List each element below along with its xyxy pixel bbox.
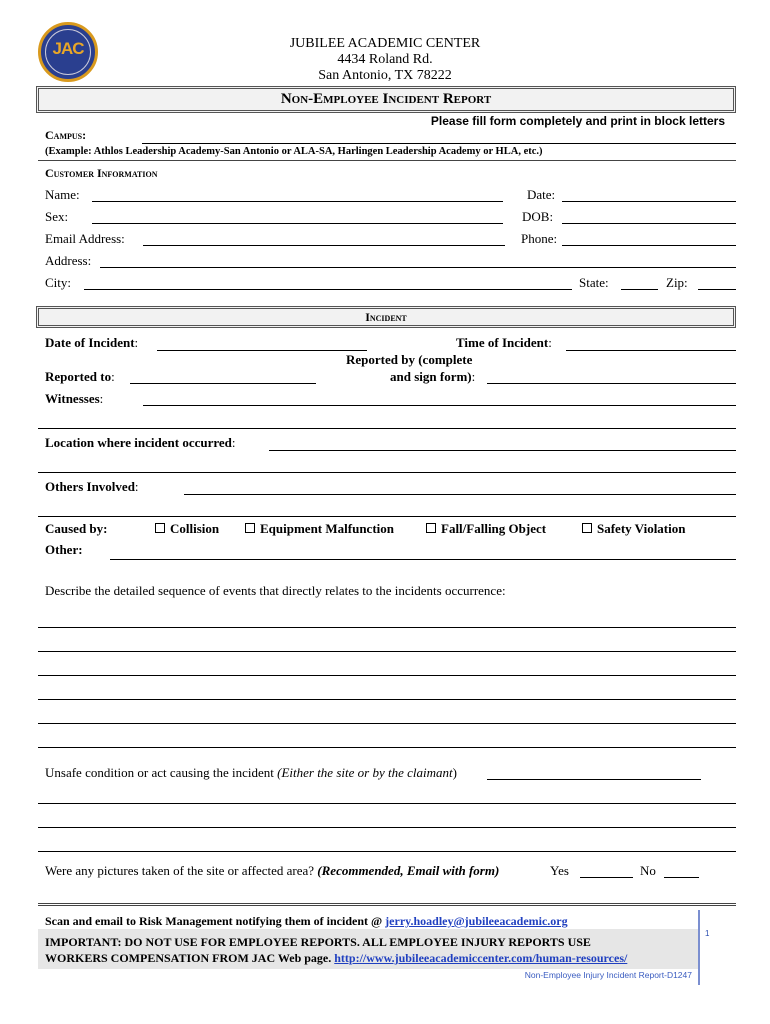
email-label: Email Address: (45, 231, 125, 246)
phone-label: Phone: (521, 231, 558, 246)
sex-field[interactable] (92, 223, 503, 224)
describe-label: Describe the detailed sequence of events that directly relates to the incidents occurrence: (45, 583, 506, 598)
important-notice: IMPORTANT: DO NOT USE FOR EMPLOYEE REPORTS. ALL EMPLOYEE INJURY REPORTS USE WORKERS COMPENSATION FROM JAC Web page. http://www.jubileeacademiccenter.com/human-resources/ (45, 935, 628, 965)
address-line-2: San Antonio, TX 78222 (318, 68, 452, 83)
reported-by-field[interactable] (487, 383, 736, 384)
date-of-incident-label: Date of Incident: (45, 335, 139, 350)
page-marker-bar (698, 910, 700, 985)
email-field[interactable] (143, 245, 505, 246)
risk-email-link[interactable]: jerry.hoadley@jubileeacademic.org (385, 914, 568, 928)
phone-field[interactable] (562, 245, 736, 246)
sex-label: Sex: (45, 209, 69, 224)
location-field-1[interactable] (269, 450, 736, 451)
incident-heading: Incident (365, 310, 407, 324)
footer-rule (38, 903, 736, 906)
describe-line-5[interactable] (38, 723, 736, 724)
other-label: Other: (45, 542, 83, 557)
pictures-label: Were any pictures taken of the site or affected area? (Recommended, Email with form) (45, 863, 500, 878)
witnesses-field-1[interactable] (143, 405, 736, 406)
option-safety-violation[interactable]: Safety Violation (582, 521, 685, 537)
state-label: State: (579, 275, 609, 290)
form-id: Non-Employee Injury Incident Report-D1247 (524, 970, 692, 980)
page-number: 1 (705, 929, 710, 938)
reported-by-label-1: Reported by (complete (346, 352, 473, 367)
campus-field[interactable] (142, 143, 736, 144)
describe-line-2[interactable] (38, 651, 736, 652)
city-field[interactable] (84, 289, 572, 290)
option-fall-falling-object[interactable]: Fall/Falling Object (426, 521, 546, 537)
others-involved-label: Others Involved: (45, 479, 139, 494)
option-equipment-malfunction[interactable]: Equipment Malfunction (245, 521, 394, 537)
reported-to-field[interactable] (130, 383, 316, 384)
no-field[interactable] (664, 877, 699, 878)
witnesses-field-2[interactable] (38, 428, 736, 429)
describe-line-3[interactable] (38, 675, 736, 676)
state-field[interactable] (621, 289, 658, 290)
unsafe-field[interactable] (487, 779, 701, 780)
logo-text: JAC (52, 39, 84, 58)
unsafe-line-4[interactable] (38, 851, 736, 852)
describe-line-6[interactable] (38, 747, 736, 748)
checkbox-icon[interactable] (245, 523, 255, 533)
checkbox-icon[interactable] (155, 523, 165, 533)
name-field[interactable] (92, 201, 503, 202)
address-line-1: 4434 Roland Rd. (337, 52, 433, 67)
reported-to-label: Reported to: (45, 369, 115, 384)
yes-field[interactable] (580, 877, 633, 878)
date-of-incident-field[interactable] (157, 350, 367, 351)
campus-example: (Example: Athlos Leadership Academy-San Antonio or ALA-SA, Harlingen Leadership Academy or HLA, etc.) (45, 146, 543, 157)
no-label: No (640, 863, 656, 878)
checkbox-icon[interactable] (426, 523, 436, 533)
describe-line-4[interactable] (38, 699, 736, 700)
unsafe-line-3[interactable] (38, 827, 736, 828)
describe-line-1[interactable] (38, 627, 736, 628)
option-collision[interactable]: Collision (155, 521, 219, 537)
location-field-2[interactable] (38, 472, 736, 473)
title-box (36, 86, 736, 113)
dob-label: DOB: (522, 209, 554, 224)
witnesses-label: Witnesses: (45, 391, 104, 406)
caused-by-label: Caused by: (45, 521, 108, 536)
dob-field[interactable] (562, 223, 736, 224)
instruction-text: Please fill form completely and print in block letters (430, 114, 725, 128)
other-field[interactable] (110, 559, 736, 560)
others-involved-field-2[interactable] (38, 516, 736, 517)
checkbox-icon[interactable] (582, 523, 592, 533)
location-label: Location where incident occurred: (45, 435, 236, 450)
reported-by-label-2: and sign form): (390, 369, 476, 384)
yes-label: Yes (550, 863, 569, 878)
customer-info-heading: Customer Information (45, 166, 158, 180)
date-field[interactable] (562, 201, 736, 202)
hr-page-link[interactable]: http://www.jubileeacademiccenter.com/human-resources/ (334, 951, 628, 965)
org-name: JUBILEE ACADEMIC CENTER (289, 36, 481, 51)
time-of-incident-label: Time of Incident: (456, 335, 552, 350)
unsafe-label: Unsafe condition or act causing the incident (Either the site or by the claimant) (45, 765, 457, 780)
scan-instruction: Scan and email to Risk Management notifying them of incident @ jerry.hoadley@jubileeacademic.org (45, 914, 568, 928)
zip-field[interactable] (698, 289, 736, 290)
address-label: Address: (45, 253, 92, 268)
header-block (0, 36, 770, 84)
divider (38, 160, 736, 161)
address-field[interactable] (100, 267, 736, 268)
page-title: Non-Employee Incident Report (280, 91, 492, 107)
incident-heading-box (36, 306, 736, 328)
time-of-incident-field[interactable] (566, 350, 736, 351)
zip-label: Zip: (666, 275, 688, 290)
city-label: City: (45, 275, 72, 290)
campus-label: Campus: (45, 128, 87, 142)
date-label: Date: (527, 187, 556, 202)
name-label: Name: (45, 187, 80, 202)
unsafe-line-2[interactable] (38, 803, 736, 804)
others-involved-field-1[interactable] (184, 494, 736, 495)
